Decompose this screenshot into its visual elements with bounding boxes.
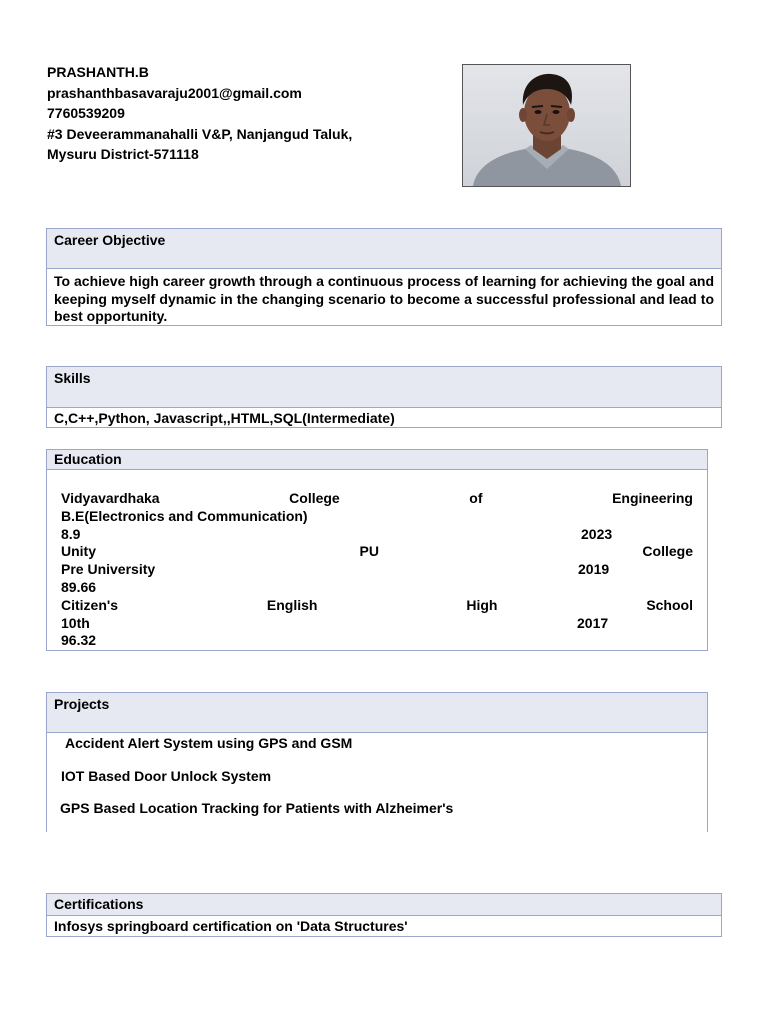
institution-word: School: [646, 597, 693, 613]
phone-number: 7760539209: [47, 105, 125, 121]
education-degree-3: [61, 615, 693, 633]
career-objective-heading: Career Objective: [47, 229, 721, 269]
year: 2023: [581, 526, 613, 542]
year: 2019: [578, 561, 610, 577]
education-score-2: [61, 579, 693, 597]
projects-section: [46, 692, 708, 832]
candidate-name: PRASHANTH.B: [47, 64, 149, 80]
institution-word: Unity: [61, 543, 96, 559]
certifications-section: [46, 893, 722, 937]
institution-word: College: [642, 543, 693, 559]
address-line-1: #3 Deveerammanahalli V&P, Nanjangud Taluk,: [47, 125, 353, 142]
institution-word: College: [289, 490, 340, 506]
institution-word: Vidyavardhaka: [61, 490, 160, 506]
skills-heading: Skills: [47, 367, 721, 408]
institution-word: Citizen's: [61, 597, 119, 613]
education-year-score-1: [61, 526, 693, 544]
project-item: Accident Alert System using GPS and GSM: [65, 735, 353, 751]
degree-name: B.E(Electronics and Communication): [61, 508, 308, 524]
education-institution-3: [61, 597, 693, 615]
education-section: [46, 449, 708, 651]
career-objective-section: [46, 228, 722, 326]
career-objective-text: To achieve high career growth through a continuous process of learning for achieving the goal and keeping myself dynamic in the changing scenario to become a successful professional and lead to best opportunity.: [54, 273, 714, 324]
email-address: prashanthbasavaraju2001@gmail.com: [47, 84, 302, 101]
projects-heading: Projects: [47, 693, 707, 733]
institution-word: Engineering: [612, 490, 693, 506]
year: 2017: [577, 615, 609, 631]
certification-text: Infosys springboard certification on 'Data Structures': [54, 918, 408, 934]
contact-block: [47, 62, 352, 165]
institution-word: English: [266, 597, 318, 613]
project-item: IOT Based Door Unlock System: [61, 768, 272, 784]
education-institution-2: [61, 543, 693, 561]
education-degree-2: [61, 561, 693, 579]
education-heading: Education: [47, 450, 707, 470]
profile-photo-icon: [463, 65, 630, 186]
score: 8.9: [61, 526, 81, 542]
institution-word: High: [466, 597, 498, 613]
degree-name: 10th: [61, 615, 90, 631]
score: 96.32: [61, 632, 97, 648]
skills-text: C,C++,Python, Javascript,,HTML,SQL(Intermediate): [54, 410, 395, 426]
skills-section: [46, 366, 722, 428]
degree-name: Pre University: [61, 561, 156, 577]
score: 89.66: [61, 579, 97, 595]
education-institution-1: [61, 490, 693, 508]
profile-photo: [462, 64, 631, 187]
address-line-2: Mysuru District-571118: [47, 146, 199, 162]
project-item: GPS Based Location Tracking for Patients with Alzheimer's: [60, 800, 454, 816]
certifications-heading: Certifications: [47, 894, 721, 916]
education-score-3: [61, 632, 693, 650]
education-degree-1: [61, 508, 693, 526]
institution-word: PU: [359, 543, 379, 559]
institution-word: of: [469, 490, 483, 506]
